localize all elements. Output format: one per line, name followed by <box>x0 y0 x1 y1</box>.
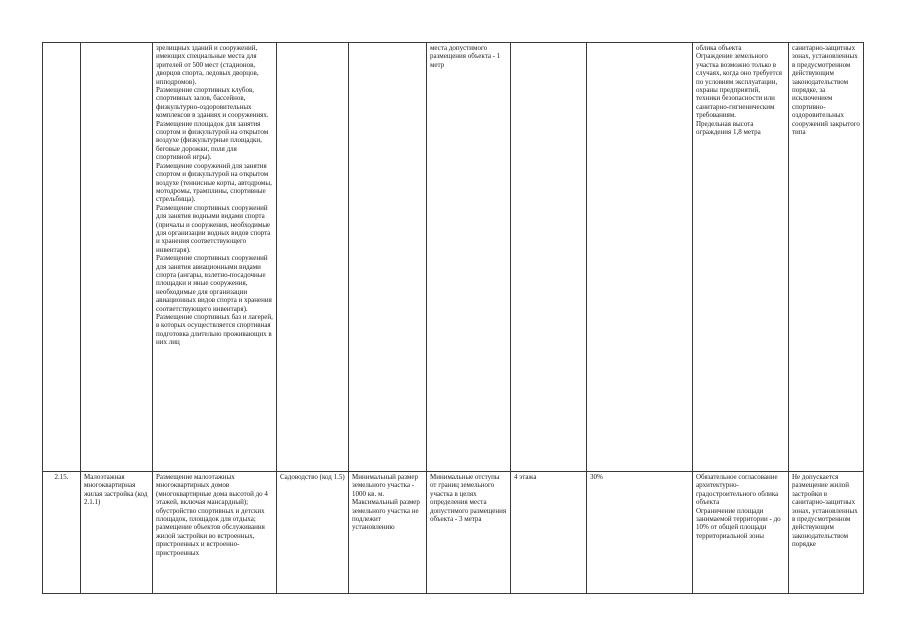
restrictions-text: Не допускается размещение жилой застройки в санитарно-защитных зонах, установленных в предусмотренном действующим законодательством порядке <box>792 473 858 549</box>
other-params-cell <box>693 43 789 472</box>
permitted-use-cell <box>153 43 277 472</box>
plot-size-cell <box>349 43 427 472</box>
setbacks-cell <box>427 472 511 594</box>
coverage-text: 30% <box>590 473 603 481</box>
row-number-cell <box>43 472 81 594</box>
permitted-use-cell <box>153 472 277 594</box>
floors-cell <box>511 472 587 594</box>
permitted-use-text: Размещение малоэтажных многоквартирных домов (многоквартирные дома высотой до 4 этажей, включая мансардный); обустройство спортивных и детских площадок, площадок для отдыха; размещение объектов обслуживания жилой застройки во встроенных, пристроенных и встроенно-пристроенных <box>156 473 268 557</box>
permitted-use-text: зрелищных зданий и сооружений, имеющих специальные места для зрителей от 500 мест (стадионов, дворцов спорта, ледовых дворцов, ипподромов). Размещение спортивных клубов, спортивных залов, бассейнов, физкультурно-оздоровительных комплексов в зданиях и сооружениях. Размещение площадок для занятия спортом и физкультурой на открытом воздухе (физкультурные площадки, беговые дорожки, поля для спортивной игры). Размещение сооружений для занятия спортом и физкультурой на открытом воздухе (теннисные корты, автодромы, мотодромы, трамплины, спортивные стрельбища). Размещение спортивных сооружений для занятия водными видами спорта (причалы и сооружения, необходимые для организации водных видов спорта и хранения соответствующего инвентаря). Размещение спортивных сооружений для занятия авиационными видами спорта (ангары, взлетно-посадочные площадки и иные сооружения, необходимые для организации авиационных видов спорта и хранения соответствующего инвентаря). Размещение спортивных баз и лагерей, в которых осуществляется спортивная подготовка длительно проживающих в них лиц <box>156 44 273 347</box>
conditional-use-text: Садоводство (код 1.5) <box>280 473 345 481</box>
setbacks-cell <box>427 43 511 472</box>
floors-cell <box>511 43 587 472</box>
conditional-use-cell <box>277 43 349 472</box>
plot-size-text: Минимальный размер земельного участка - 1000 кв. м. Максимальный размер земельного участка не подлежит установлению <box>352 473 420 532</box>
row-number: 2.15. <box>54 473 69 481</box>
restrictions-cell <box>789 472 864 594</box>
conditional-use-cell <box>277 472 349 594</box>
other-params-text: Обязательное согласование архитектурно-градостроительного облика объекта Ограничение площади занимаемой территории - до 10% от общей площади территориальной зоны <box>696 473 781 540</box>
setbacks-text: места допустимого размещения объекта - 1 метр <box>430 44 501 69</box>
other-params-cell <box>693 472 789 594</box>
restrictions-text: санитарно-защитных зонах, установленных в предусмотренном действующим законодательством порядке, за исключением спортивно-оздоровительных сооружений закрытого типа <box>792 44 860 137</box>
coverage-cell <box>587 472 693 594</box>
table-row <box>43 472 864 594</box>
restrictions-cell <box>789 43 864 472</box>
zone-name-cell <box>81 472 153 594</box>
regulations-table <box>42 42 864 594</box>
row-number-cell <box>43 43 81 472</box>
plot-size-cell <box>349 472 427 594</box>
setbacks-text: Минимальные отступы от границ земельного участка в целях определения места допустимого размещения объекта - 3 метра <box>430 473 507 524</box>
zone-name: Малоэтажная многоквартирная жилая застройка (код 2.1.1) <box>84 473 148 507</box>
table-row <box>43 43 864 472</box>
floors-text: 4 этажа <box>514 473 537 481</box>
other-params-text: облика объекта Ограждение земельного участка возможно только в случаях, когда оно требуется по условиям эксплуатации, охраны предприятий, техники безопасности или санитарно-гигиеническим требованиям. Предельная высота ограждения 1,8 метра <box>696 44 782 137</box>
zone-name-cell <box>81 43 153 472</box>
coverage-cell <box>587 43 693 472</box>
